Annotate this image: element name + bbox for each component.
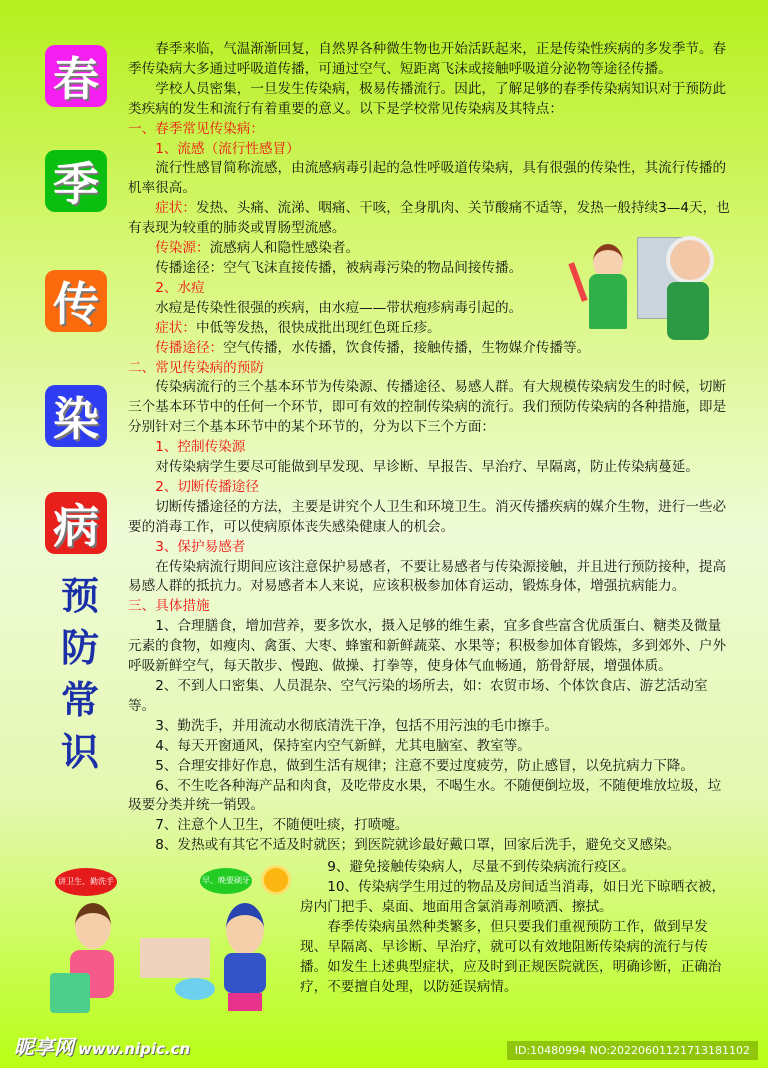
sun-icon — [264, 868, 288, 892]
tail-block — [300, 858, 730, 1018]
paragraph: 传染病流行的三个基本环节为传染源、传播途径、易感人群。有大规模传染病发生的时候，切断三个基本环节中的任何一个环节，即可有效的控制传染病的流行。我们预防传染病的各种措施，即是分别针对三个基本环节中的某个环节的，分为以下三个方面： — [128, 379, 727, 436]
measure-item: 5、合理安排好作息，做到生活有规律；注意不要过度疲劳，防止感冒，以免抗病力下降。 — [155, 757, 694, 774]
section-heading: 一、春季常见传染病： — [128, 120, 264, 137]
measure-item: 7、注意个人卫生，不随便吐痰，打喷嚏。 — [155, 817, 409, 834]
subtitle-char: 识 — [60, 730, 99, 774]
measure-item: 9、避免接触传染病人，尽量不到传染病流行疫区。 — [327, 859, 635, 876]
text: 中低等发热，很快成批出现红色斑丘疹。 — [195, 319, 441, 336]
title-tile-5: 病 — [45, 492, 107, 554]
logo-text: 昵享网 — [14, 1035, 74, 1060]
paragraph: 对传染病学生要尽可能做到早发现、早诊断、早报告、早治疗、早隔离，防止传染病蔓延。 — [155, 459, 699, 476]
label: 传播途径： — [155, 339, 224, 356]
title-tile-4: 染 — [45, 385, 107, 447]
measure-item: 4、每天开窗通风，保持室内空气新鲜，尤其电脑室、教室等。 — [155, 737, 531, 754]
measure-item: 3、勤洗手，并用流动水彻底清洗干净，包括不用污浊的毛巾擦手。 — [155, 717, 559, 734]
subsection-title: 3、保护易感者 — [155, 538, 246, 555]
measure-item: 10、传染病学生用过的物品及房间适当消毒，如日光下晾晒衣被，房内门把手、桌面、地面用含氯消毒剂喷洒、擦拭。 — [300, 879, 726, 915]
paragraph — [128, 319, 730, 339]
subsection-title: 1、流感（流行性感冒） — [155, 140, 300, 157]
text: 流感病人和隐性感染者。 — [209, 240, 360, 257]
subtitle-char: 预 — [60, 574, 99, 618]
site-url: www.nipic.cn — [78, 1040, 191, 1059]
subsection-title: 1、控制传染源 — [155, 439, 246, 456]
measure-item: 8、发热或有其它不适及时就医；到医院就诊最好戴口罩，回家后洗手，避免交叉感染。 — [155, 837, 681, 854]
measure-item: 1、合理膳食，增加营养，要多饮水，摄入足够的维生素，宜多食些富含优质蛋白、糖类及微量元素的食物，如瘦肉、禽蛋、大枣、蜂蜜和新鲜蔬菜、水果等；积极参加体育锻炼，多到郊外、户外呼吸新鲜空气，每天散步、慢跑、做操、打拳等，使身体气血畅通，筋骨舒展，增强体质。 — [128, 618, 727, 675]
paragraph — [128, 199, 730, 239]
footer — [0, 1024, 768, 1068]
site-logo — [14, 1031, 190, 1060]
image-id-label: ID:10480994 NO:20220601121713181102 — [507, 1041, 758, 1060]
intro-paragraph: 学校人员密集，一旦发生传染病，极易传播流行。因此，了解足够的春季传染病知识对于预防此类疾病的发生和流行有着重要的意义。以下是学校常见传染病及其特点： — [128, 80, 727, 117]
kids-illustration — [50, 868, 300, 1018]
paragraph: 水痘是传染性很强的疾病，由水痘——带状疱疹病毒引起的。 — [155, 299, 523, 316]
title-tile-3: 传 — [45, 270, 107, 332]
subsection-title: 2、切断传播途径 — [155, 478, 259, 495]
label: 传染源： — [155, 240, 210, 257]
subtitle-char: 常 — [60, 678, 99, 722]
title-tile-1: 春 — [45, 45, 107, 107]
tail-row — [50, 858, 730, 1018]
subtitle-vertical — [58, 570, 102, 778]
text: 发热、头痛、流涕、咽痛、干咳，全身肌肉、关节酸痛不适等，发热一般持续3—4天，也有表现为较重的肺炎或胃肠型流感。 — [128, 200, 730, 237]
paragraph — [128, 239, 730, 259]
measure-item: 6、不生吃各种海产品和肉食，及吃带皮水果，不喝生水。不随便倒垃圾，不随便堆放垃圾，垃圾要分类并统一销毁。 — [128, 777, 722, 814]
speech-bubble-left: 讲卫生、勤洗手 — [55, 868, 117, 896]
speech-bubble-right: 早、晚要刷牙 — [200, 868, 252, 894]
subtitle-char: 防 — [60, 626, 99, 670]
label: 症状： — [155, 200, 196, 217]
paragraph: 传播途径：空气飞沫直接传播，被病毒污染的物品间接传播。 — [155, 259, 523, 276]
paragraph: 流行性感冒简称流感，由流感病毒引起的急性呼吸道传染病，具有很强的传染性，其流行传播的机率很高。 — [128, 160, 727, 197]
title-tile-2: 季 — [45, 150, 107, 212]
paragraph: 切断传播途径的方法，主要是讲究个人卫生和环境卫生。消灭传播疾病的媒介生物，进行一些必要的消毒工作，可以使病原体丧失感染健康人的机会。 — [128, 498, 727, 535]
intro-paragraph: 春季来临，气温渐渐回复，自然界各种微生物也开始活跃起来，正是传染性疾病的多发季节。春季传染病大多通过呼吸道传播，可通过空气、短距离飞沫或接触呼吸道分泌物等途径传播。 — [128, 41, 727, 77]
section-heading: 二、常见传染病的预防 — [128, 359, 264, 376]
label: 症状： — [155, 319, 196, 336]
conclusion: 春季传染病虽然种类繁多，但只要我们重视预防工作，做到早发现、早隔离、早诊断、早治疗，就可以有效地阻断传染病的流行与传播。如发生上述典型症状，应及时到正规医院就医，明确诊断，正确治疗，不要擅自处理，以防延误病情。 — [300, 918, 722, 995]
paragraph: 在传染病流行期间应该注意保护易感者，不要让易感者与传染源接触，并且进行预防接种，提高易感人群的抵抗力。对易感者本人来说，应该积极参加体育运动，锻炼身体，增强抗病能力。 — [128, 558, 727, 595]
measure-item: 2、不到人口密集、人员混杂、空气污染的场所去，如：农贸市场、个体饮食店、游艺活动室等。 — [128, 678, 708, 714]
article-body — [58, 0, 730, 1018]
paragraph — [128, 339, 730, 359]
text: 空气传播，水传播，饮食传播，接触传播，生物媒介传播等。 — [223, 339, 591, 356]
section-heading: 三、具体措施 — [128, 598, 210, 615]
subsection-title: 2、水痘 — [155, 279, 205, 296]
